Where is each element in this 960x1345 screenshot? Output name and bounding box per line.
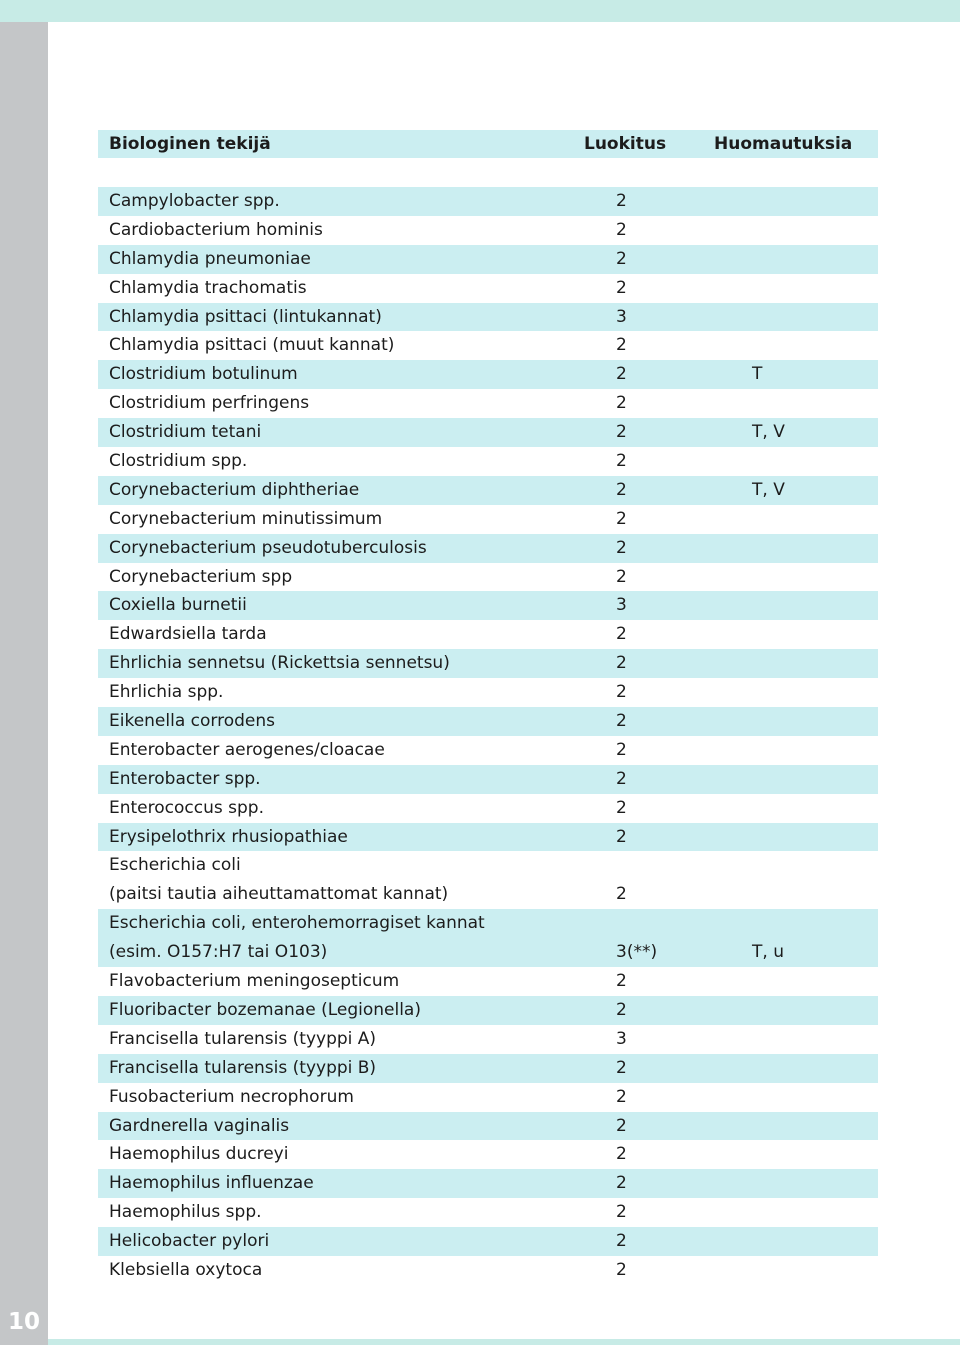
table-row xyxy=(98,216,878,245)
table-row xyxy=(98,1025,878,1054)
table-row xyxy=(98,765,878,794)
agent-name: (esim. O157:H7 tai O103) xyxy=(109,942,328,963)
classification-value: 2 xyxy=(616,1057,627,1078)
agent-name: Chlamydia psittaci (lintukannat) xyxy=(109,306,382,327)
left-margin-bar xyxy=(0,22,48,1345)
table-row xyxy=(98,563,878,592)
agent-name: Enterococcus spp. xyxy=(109,797,264,818)
classification-value: 2 xyxy=(616,1202,627,1223)
agent-name: Haemophilus ducreyi xyxy=(109,1144,289,1165)
agent-name: Coxiella burnetii xyxy=(109,595,247,616)
remark-value: T, V xyxy=(752,479,785,500)
remark-value: T, V xyxy=(752,422,785,443)
classification-value: 2 xyxy=(616,624,627,645)
header-classification: Luokitus xyxy=(584,134,667,154)
classification-value: 2 xyxy=(616,277,627,298)
bottom-decor-strip xyxy=(48,1339,960,1345)
table-row xyxy=(98,967,878,996)
table-row xyxy=(98,649,878,678)
table-row xyxy=(98,1227,878,1256)
agent-name: Haemophilus spp. xyxy=(109,1202,262,1223)
agent-name: Enterobacter aerogenes/cloacae xyxy=(109,739,385,760)
classification-value: 2 xyxy=(616,999,627,1020)
classification-value: 2 xyxy=(616,393,627,414)
agent-name: Corynebacterium spp xyxy=(109,566,293,587)
table-row xyxy=(98,1083,878,1112)
table-row xyxy=(98,360,878,389)
table-row xyxy=(98,736,878,765)
classification-value: 3 xyxy=(616,1028,627,1049)
table-header xyxy=(98,130,878,158)
page-number: 10 xyxy=(7,1309,40,1335)
top-decor-bar xyxy=(0,0,960,22)
agent-name: Ehrlichia spp. xyxy=(109,682,224,703)
agent-name: Cardiobacterium hominis xyxy=(109,219,323,240)
agent-name: Helicobacter pylori xyxy=(109,1231,270,1252)
classification-value: 2 xyxy=(616,191,627,211)
classification-value: 2 xyxy=(616,826,627,847)
remark-value: T, u xyxy=(752,942,784,963)
table-row xyxy=(98,591,878,620)
table-row xyxy=(98,996,878,1025)
agent-name: Chlamydia trachomatis xyxy=(109,277,307,298)
classification-value: 2 xyxy=(616,711,627,732)
agent-name: Ehrlichia sennetsu (Rickettsia sennetsu) xyxy=(109,653,450,674)
table-row xyxy=(98,245,878,274)
agent-name: Corynebacterium minutissimum xyxy=(109,508,383,529)
classification-value: 2 xyxy=(616,219,627,240)
agent-name: Erysipelothrix rhusiopathiae xyxy=(109,826,348,847)
table-row xyxy=(98,1198,878,1227)
table-row xyxy=(98,418,878,447)
classification-value: 2 xyxy=(616,248,627,269)
table-row xyxy=(98,851,878,909)
classification-value: 2 xyxy=(616,653,627,674)
agent-name: Clostridium spp. xyxy=(109,451,248,472)
agent-name: (paitsi tautia aiheuttamattomat kannat) xyxy=(109,884,449,905)
classification-value: 2 xyxy=(616,1231,627,1252)
table-row xyxy=(98,794,878,823)
table-row xyxy=(98,505,878,534)
classification-value: 2 xyxy=(616,971,627,992)
classification-value: 2 xyxy=(616,364,627,385)
classification-value: 2 xyxy=(616,335,627,356)
agent-name: Edwardsiella tarda xyxy=(109,624,267,645)
classification-value: 2 xyxy=(616,884,627,905)
remark-value: T xyxy=(752,364,763,385)
agent-name: Gardnerella vaginalis xyxy=(109,1115,290,1136)
agent-name: Francisella tularensis (tyyppi A) xyxy=(109,1028,377,1049)
agent-name: Chlamydia pneumoniae xyxy=(109,248,311,269)
agent-name: Corynebacterium pseudotuberculosis xyxy=(109,537,427,558)
agent-name: Francisella tularensis (tyyppi B) xyxy=(109,1057,377,1078)
classification-value: 2 xyxy=(616,739,627,760)
table-row xyxy=(98,187,878,216)
classification-value: 2 xyxy=(616,797,627,818)
classification-value: 2 xyxy=(616,1259,627,1280)
agent-name: Escherichia coli, enterohemorragiset kannat xyxy=(109,913,485,934)
classification-value: 2 xyxy=(616,422,627,443)
agent-name: Clostridium tetani xyxy=(109,422,262,443)
agent-name: Klebsiella oxytoca xyxy=(109,1259,263,1280)
agent-name: Haemophilus influenzae xyxy=(109,1173,314,1194)
agent-name: Flavobacterium meningosepticum xyxy=(109,971,400,992)
agent-name: Fusobacterium necrophorum xyxy=(109,1086,354,1107)
classification-value: 2 xyxy=(616,508,627,529)
table-row xyxy=(98,823,878,852)
classification-value: 2 xyxy=(616,1086,627,1107)
classification-value: 2 xyxy=(616,566,627,587)
table-row xyxy=(98,1169,878,1198)
classification-value: 3 xyxy=(616,595,627,616)
agent-name: Campylobacter spp. xyxy=(109,191,280,211)
agent-name: Corynebacterium diphtheriae xyxy=(109,479,360,500)
table-row xyxy=(98,620,878,649)
table-row xyxy=(98,1054,878,1083)
table-row xyxy=(98,476,878,505)
classification-value: 3 xyxy=(616,306,627,327)
header-remarks: Huomautuksia xyxy=(714,134,853,154)
agent-name: Escherichia coli xyxy=(109,855,241,876)
agent-name: Fluoribacter bozemanae (Legionella) xyxy=(109,999,421,1020)
table-body xyxy=(98,187,878,1285)
classification-value: 2 xyxy=(616,682,627,703)
classification-value: 2 xyxy=(616,537,627,558)
table-row xyxy=(98,331,878,360)
table-row xyxy=(98,678,878,707)
table-row xyxy=(98,1112,878,1141)
table-row xyxy=(98,534,878,563)
classification-value: 2 xyxy=(616,1144,627,1165)
agent-name: Clostridium perfringens xyxy=(109,393,310,414)
table-row xyxy=(98,303,878,332)
agent-name: Eikenella corrodens xyxy=(109,711,275,732)
classification-value: 2 xyxy=(616,451,627,472)
classification-value: 3(**) xyxy=(616,942,658,963)
table-row xyxy=(98,389,878,418)
agent-name: Chlamydia psittaci (muut kannat) xyxy=(109,335,395,356)
table-row xyxy=(98,447,878,476)
table-row xyxy=(98,274,878,303)
classification-value: 2 xyxy=(616,768,627,789)
table-row xyxy=(98,1140,878,1169)
table-row xyxy=(98,909,878,967)
table-row xyxy=(98,1256,878,1285)
agent-name: Enterobacter spp. xyxy=(109,768,261,789)
header-biological-agent: Biologinen tekijä xyxy=(109,134,271,154)
classification-value: 2 xyxy=(616,479,627,500)
agent-name: Clostridium botulinum xyxy=(109,364,298,385)
classification-value: 2 xyxy=(616,1173,627,1194)
table-row xyxy=(98,707,878,736)
classification-value: 2 xyxy=(616,1115,627,1136)
